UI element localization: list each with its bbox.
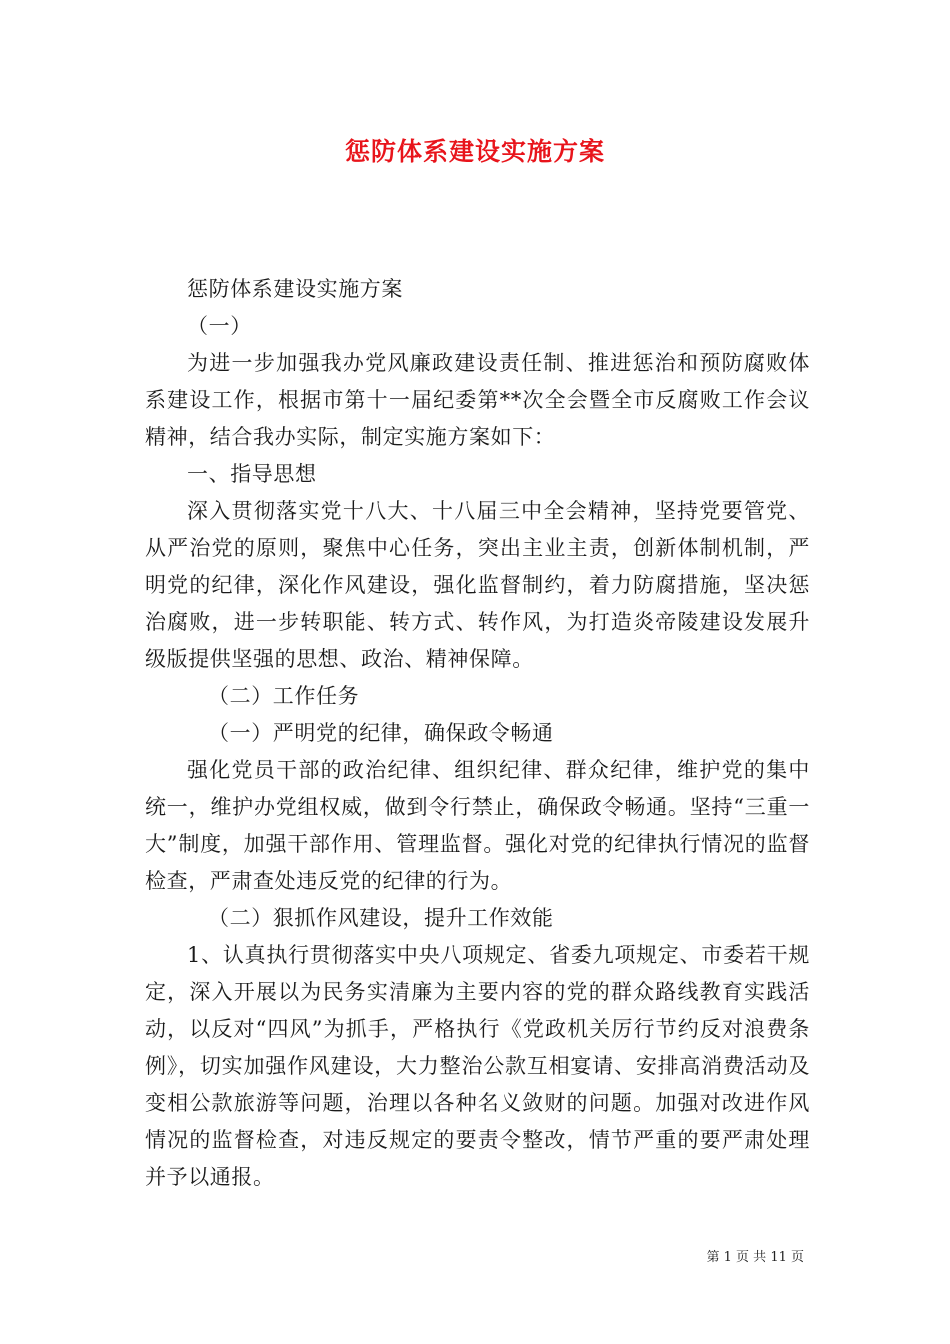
- document-title: 惩防体系建设实施方案: [344, 137, 605, 166]
- discipline-paragraph: 强化党员干部的政治纪律、组织纪律、群众纪律，维护党的集中统一，维护办党组权威，做到令行禁止，确保政令畅通。坚持“三重一大”制度，加强干部作用、管理监督。强化对党的纪律执行情况的监督检查，严肃查处违反党的纪律的行为。: [145, 758, 810, 893]
- subsection-heading-work-style: （二）狠抓作风建设，提升工作效能: [208, 906, 554, 930]
- guiding-thought-paragraph: 深入贯彻落实党十八大、十八届三中全会精神，坚持党要管党、从严治党的原则，聚焦中心任务，突出主业主责，创新体制机制，严明党的纪律，深化作风建设，强化监督制约，着力防腐措施，坚决惩治腐败，进一步转职能、转方式、转作风，为打造炎帝陵建设发展升级版提供坚强的思想、政治、精神保障。: [145, 499, 810, 671]
- section-heading-work-tasks: （二）工作任务: [208, 684, 360, 708]
- page-number-footer: 第 1 页 共 11 页: [706, 1250, 804, 1265]
- section-heading-guiding-thought: 一、指导思想: [187, 462, 317, 486]
- body-heading: 惩防体系建设实施方案: [187, 277, 403, 301]
- subsection-heading-discipline: （一）严明党的纪律，确保政令畅通: [208, 721, 554, 745]
- intro-paragraph: 为进一步加强我办党风廉政建设责任制、推进惩治和预防腐败体系建设工作，根据市第十一届纪委第**次全会暨全市反腐败工作会议精神，结合我办实际，制定实施方案如下：: [145, 351, 810, 449]
- document-body: [145, 271, 810, 1196]
- work-style-paragraph: 1、认真执行贯彻落实中央八项规定、省委九项规定、市委若干规定，深入开展以为民务实清廉为主要内容的党的群众路线教育实践活动，以反对“四风”为抓手，严格执行《党政机关厉行节约反对浪费条例》，切实加强作风建设，大力整治公款互相宴请、安排高消费活动及变相公款旅游等问题，治理以各种名义敛财的问题。加强对改进作风情况的监督检查，对违反规定的要责令整改，情节严重的要严肃处理并予以通报。: [145, 943, 810, 1189]
- section-marker: （一）: [187, 314, 252, 338]
